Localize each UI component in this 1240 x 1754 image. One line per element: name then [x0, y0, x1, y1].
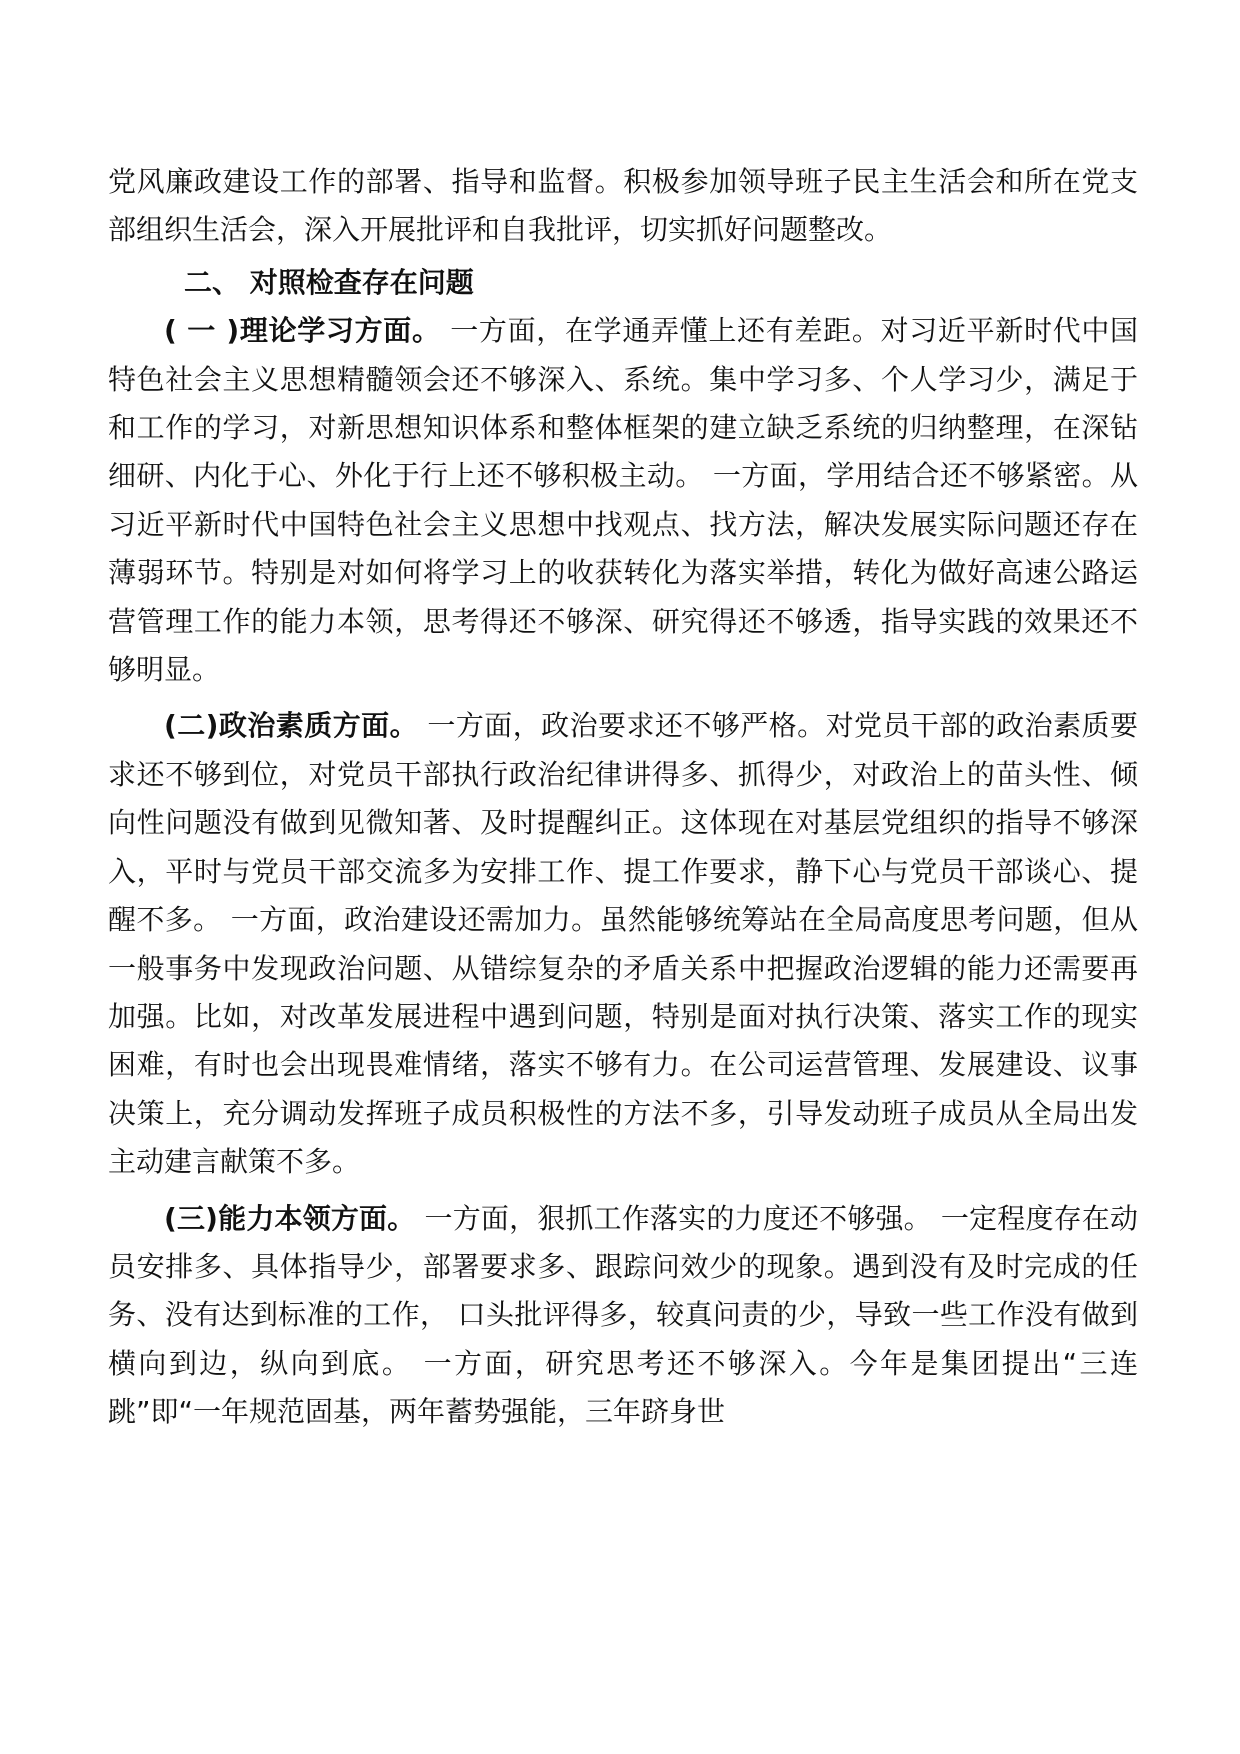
- subsection-title-ability: (三)能力本领方面。: [164, 1201, 416, 1235]
- paragraph-ability: [108, 1195, 1138, 1437]
- document-page: [108, 158, 1138, 1437]
- paragraph-body-ability: 一方面，狠抓工作落实的力度还不够强。 一定程度存在动员安排多、具体指导少，部署要求多、跟踪问效少的现象。遇到没有及时完成的任务、没有达到标准的工作， 口头批评得多，较真问责的少，导致一些工作没有做到横向到边，纵向到底。 一方面，研究思考还不够深入。今年是集团提出“三连跳”即“一年规范固基，两年蓄势强能，三年跻身世: [108, 1201, 1138, 1429]
- paragraph-body-theory-study: 一方面，在学通弄懂上还有差距。对习近平新时代中国特色社会主义思想精髓领会还不够深入、系统。集中学习多、个人学习少，满足于和工作的学习，对新思想知识体系和整体框架的建立缺乏系统的归纳整理，在深钻细研、内化于心、外化于行上还不够积极主动。 一方面，学用结合还不够紧密。从习近平新时代中国特色社会主义思想中找观点、找方法，解决发展实际问题还存在薄弱环节。特别是对如何将学习上的收获转化为落实举措，转化为做好高速公路运营管理工作的能力本领，思考得还不够深、研究得还不够透，指导实践的效果还不够明显。: [108, 314, 1139, 687]
- section-heading: 二、 对照检查存在问题: [184, 265, 474, 299]
- paragraph-theory-study: [108, 307, 1138, 694]
- subsection-title-theory-study: ( 一 )理论学习方面。: [164, 314, 441, 348]
- paragraph-continuation: 党风廉政建设工作的部署、指导和监督。积极参加领导班子民主生活会和所在党支部组织生活会，深入开展批评和自我批评，切实抓好问题整改。: [108, 165, 1138, 247]
- paragraph-political-quality: [108, 702, 1138, 1186]
- subsection-title-political-quality: (二)政治素质方面。: [164, 709, 419, 743]
- paragraph-body-political-quality: 一方面，政治要求还不够严格。对党员干部的政治素质要求还不够到位，对党员干部执行政治纪律讲得多、抓得少，对政治上的苗头性、倾向性问题没有做到见微知著、及时提醒纠正。这体现在对基层党组织的指导不够深入，平时与党员干部交流多为安排工作、提工作要求，静下心与党员干部谈心、提醒不多。 一方面，政治建设还需加力。虽然能够统筹站在全局高度思考问题，但从一般事务中发现政治问题、从错综复杂的矛盾关系中把握政治逻辑的能力还需要再加强。比如，对改革发展进程中遇到问题，特别是面对执行决策、落实工作的现实困难，有时也会出现畏难情绪，落实不够有力。在公司运营管理、发展建设、议事决策上，充分调动发挥班子成员积极性的方法不多，引导发动班子成员从全局出发主动建言献策不多。: [108, 709, 1138, 1179]
